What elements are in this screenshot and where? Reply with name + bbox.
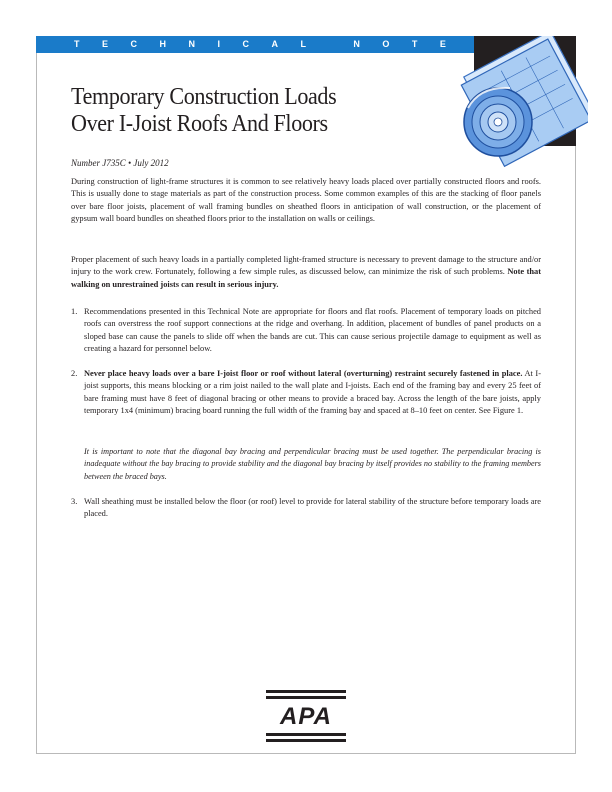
logo-rule-top-2: [266, 696, 346, 699]
list-item: [71, 368, 541, 417]
logo-rule-top-1: [266, 690, 346, 693]
placement-paragraph-text: Proper placement of such heavy loads in a partially completed light-framed structure is necessary to prevent damage to the structure and/or injury to the work crew. Fortunately, following a few simple rules, as discussed below, can minimize the risk of such problems.: [71, 255, 541, 277]
banner-label: TECHNICAL NOTE: [74, 39, 469, 49]
recommendation-list-3: [71, 496, 541, 521]
list-item-text: Recommendations presented in this Technical Note are appropriate for floors and flat roofs. Placement of temporary loads on pitched roofs can overstress the roof support connections at the ridge and overhang. In addition, placement of bundles of panel products on a sloped base can cause the panels to slide off when the bands are cut. This can cause serious projectile damage to equipment as well as creating a hazard for personnel below.: [84, 307, 541, 353]
apa-logo-text: APA: [280, 703, 332, 730]
placement-paragraph: [71, 254, 541, 291]
blueprint-rolls-illustration: [440, 36, 588, 170]
recommendation-list-1: [71, 306, 541, 355]
list-item-number: 1.: [71, 307, 78, 316]
list-item-text: Wall sheathing must be installed below the floor (or roof) level to provide for lateral stability of the structure before temporary loads are placed.: [84, 497, 541, 519]
list-item: [71, 306, 541, 355]
apa-logo: [266, 690, 346, 742]
list-item-number: 3.: [71, 497, 78, 506]
logo-rule-bottom-1: [266, 733, 346, 736]
recommendation-list-2: [71, 368, 541, 417]
walking-warning: Note that walking on unrestrained joists can result in serious injury.: [71, 267, 541, 289]
list-item-number: 2.: [71, 369, 78, 378]
title-line-2: Over I-Joist Roofs And Floors: [71, 111, 328, 137]
document-title: [71, 84, 336, 138]
list-item-bold-text: Never place heavy loads over a bare I-joist floor or roof without lateral (overturning) restraint securely fastened in place.: [84, 369, 523, 378]
document-number-date: Number J735C • July 2012: [71, 158, 169, 168]
intro-paragraph: During construction of light-frame structures it is common to see relatively heavy loads placed over partially constructed floors and roofs. This is usually done to stage materials as part of the construction process. Some common examples of this are the stacking of floor panels over bare floor joists, placement of wall framing bundles on sheathed floors in anticipation of wall construction, or the placement of gypsum wall board bundles on sheathed floors prior to the installation on walls or ceilings.: [71, 177, 541, 223]
logo-rule-bottom-2: [266, 739, 346, 742]
bracing-note: It is important to note that the diagonal bay bracing and perpendicular bracing must be used together. The perpendicular bracing is inadequate without the bay bracing to provide stability and the diagonal bay bracing by itself provides no stability to the framing members between the braced bays.: [84, 447, 541, 481]
list-item: [71, 496, 541, 521]
list-item-text: At I-joist supports, this means blocking or a rim joist nailed to the wall plate and I-joists. Each end of the framing bay and every 25 feet of bare framing must have 8 feet of diagonal bracing or other means to provide a braced bay. Across the length of the bare joists, apply temporary 1x4 (minimum) bracing board running the full width of the framing bay and spaced at 8–10 feet on center. See Figure 1.: [84, 369, 541, 415]
title-line-1: Temporary Construction Loads: [71, 84, 337, 110]
